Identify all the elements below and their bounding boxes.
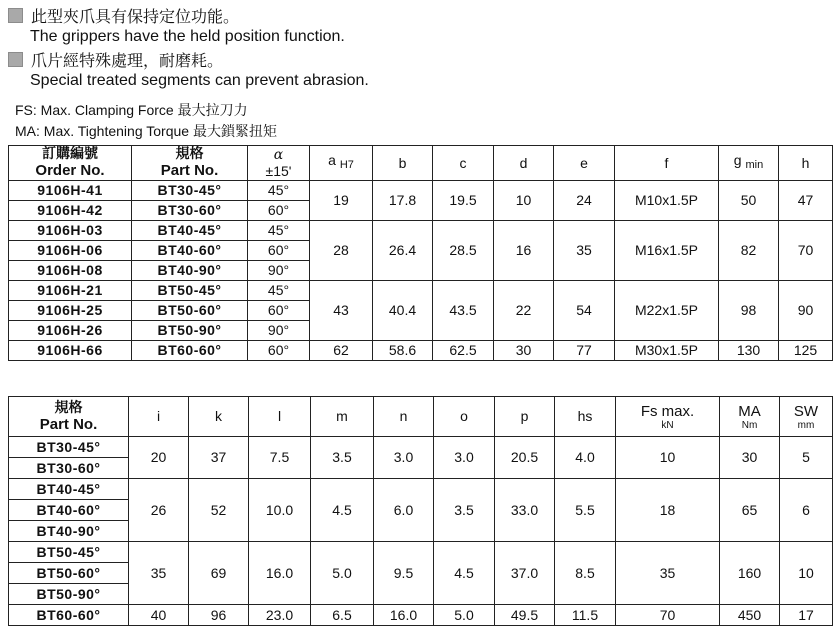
note-1-en-row [8,26,828,48]
header-fs-max: Fs max. kN [616,397,720,437]
part-no: BT40-90° [9,521,129,542]
value-hs: 4.0 [555,437,616,479]
value-d: 22 [494,281,554,341]
table-header-row [9,397,833,437]
value-fs: 10 [616,437,720,479]
value-hs: 5.5 [555,479,616,542]
value-n: 16.0 [374,605,434,626]
value-h: 70 [779,221,833,281]
value-c: 43.5 [433,281,494,341]
value-l: 23.0 [249,605,311,626]
value-b: 26.4 [373,221,433,281]
header-c: c [433,146,494,181]
value-f: M22x1.5P [615,281,719,341]
value-i: 20 [129,437,189,479]
table-row [9,437,833,458]
value-f: M10x1.5P [615,181,719,221]
value-f: M16x1.5P [615,221,719,281]
part-no: BT50-60° [9,563,129,584]
alpha: 45° [248,221,310,241]
legend-fs: FS: Max. Clamping Force 最大拉刀力 [15,102,248,118]
value-sw: 6 [780,479,833,542]
value-k: 37 [189,437,249,479]
value-k: 96 [189,605,249,626]
alpha: 60° [248,301,310,321]
value-o: 5.0 [434,605,495,626]
value-d: 30 [494,341,554,361]
part-no: BT40-45° [9,479,129,500]
value-h: 47 [779,181,833,221]
value-h: 90 [779,281,833,341]
order-no: 9106H-42 [9,201,132,221]
value-b: 40.4 [373,281,433,341]
value-i: 26 [129,479,189,542]
value-p: 33.0 [495,479,555,542]
part-no: BT30-45° [9,437,129,458]
header-n: n [374,397,434,437]
feature-notes [8,4,828,92]
value-e: 77 [554,341,615,361]
value-b: 58.6 [373,341,433,361]
header-hs: hs [555,397,616,437]
value-hs: 8.5 [555,542,616,605]
value-p: 49.5 [495,605,555,626]
value-l: 7.5 [249,437,311,479]
header-h: h [779,146,833,181]
value-p: 20.5 [495,437,555,479]
order-no: 9106H-66 [9,341,132,361]
header-o: o [434,397,495,437]
part-no: BT50-45° [132,281,248,301]
order-no: 9106H-03 [9,221,132,241]
value-k: 69 [189,542,249,605]
note-2-zh-row [8,48,828,70]
alpha: 90° [248,261,310,281]
value-e: 35 [554,221,615,281]
part-no: BT30-60° [132,201,248,221]
value-d: 10 [494,181,554,221]
alpha: 90° [248,321,310,341]
value-sw: 17 [780,605,833,626]
alpha: 60° [248,341,310,361]
order-no: 9106H-26 [9,321,132,341]
table-row [9,221,833,241]
header-alpha: α ±15' [248,146,310,181]
part-no: BT40-90° [132,261,248,281]
table-row [9,605,833,626]
square-bullet-icon [8,52,23,67]
alpha: 60° [248,201,310,221]
alpha: 60° [248,241,310,261]
table-header-row [9,146,833,181]
value-b: 17.8 [373,181,433,221]
table-row [9,341,833,361]
order-no: 9106H-08 [9,261,132,281]
value-hs: 11.5 [555,605,616,626]
order-no: 9106H-25 [9,301,132,321]
value-e: 24 [554,181,615,221]
value-i: 40 [129,605,189,626]
value-fs: 35 [616,542,720,605]
note-2-en-row [8,70,828,92]
value-ma: 30 [720,437,780,479]
header-m: m [311,397,374,437]
value-d: 16 [494,221,554,281]
value-o: 4.5 [434,542,495,605]
header-l: l [249,397,311,437]
header-k: k [189,397,249,437]
value-l: 16.0 [249,542,311,605]
note-2-zh: 爪片經特殊處理，耐磨耗。 [31,50,224,70]
part-no: BT40-60° [132,241,248,261]
header-part-no: 規格 Part No. [132,146,248,181]
value-a: 43 [310,281,373,341]
part-no: BT40-45° [132,221,248,241]
value-fs: 18 [616,479,720,542]
alpha: 45° [248,281,310,301]
square-bullet-icon [8,8,23,23]
value-m: 6.5 [311,605,374,626]
header-b: b [373,146,433,181]
value-fs: 70 [616,605,720,626]
order-no: 9106H-06 [9,241,132,261]
part-no: BT50-90° [132,321,248,341]
value-a: 28 [310,221,373,281]
value-ma: 65 [720,479,780,542]
part-no: BT60-60° [132,341,248,361]
header-f: f [615,146,719,181]
value-e: 54 [554,281,615,341]
value-m: 3.5 [311,437,374,479]
value-ma: 160 [720,542,780,605]
header-ma: MA Nm [720,397,780,437]
value-k: 52 [189,479,249,542]
table-row [9,479,833,500]
note-1-zh-row [8,4,828,26]
value-a: 62 [310,341,373,361]
value-g: 130 [719,341,779,361]
value-sw: 5 [780,437,833,479]
value-n: 9.5 [374,542,434,605]
value-ma: 450 [720,605,780,626]
header-g: g $_{min}$ [719,146,779,181]
value-c: 62.5 [433,341,494,361]
table-row [9,281,833,301]
value-l: 10.0 [249,479,311,542]
part-no: BT50-45° [9,542,129,563]
header-part-no: 規格 Part No. [9,397,129,437]
value-m: 5.0 [311,542,374,605]
fastening-table [8,396,833,626]
legend-ma: MA: Max. Tightening Torque 最大鎖緊扭矩 [15,123,277,139]
part-no: BT60-60° [9,605,129,626]
note-1-zh: 此型夾爪具有保持定位功能。 [31,6,240,26]
note-1-en: The grippers have the held position function. [30,28,345,45]
header-i: i [129,397,189,437]
order-no: 9106H-21 [9,281,132,301]
value-g: 82 [719,221,779,281]
header-order-no: 訂購編號 Order No. [9,146,132,181]
table-row [9,181,833,201]
table-row [9,542,833,563]
value-c: 28.5 [433,221,494,281]
value-f: M30x1.5P [615,341,719,361]
part-no: BT40-60° [9,500,129,521]
header-p: p [495,397,555,437]
value-sw: 10 [780,542,833,605]
part-no: BT50-60° [132,301,248,321]
value-c: 19.5 [433,181,494,221]
header-d: d [494,146,554,181]
part-no: BT50-90° [9,584,129,605]
value-o: 3.5 [434,479,495,542]
part-no: BT30-45° [132,181,248,201]
order-no: 9106H-41 [9,181,132,201]
value-a: 19 [310,181,373,221]
value-n: 3.0 [374,437,434,479]
header-e: e [554,146,615,181]
value-n: 6.0 [374,479,434,542]
alpha: 45° [248,181,310,201]
value-h: 125 [779,341,833,361]
value-g: 98 [719,281,779,341]
value-m: 4.5 [311,479,374,542]
part-no: BT30-60° [9,458,129,479]
note-2-en: Special treated segments can prevent abrasion. [30,72,369,89]
value-g: 50 [719,181,779,221]
dimension-table [8,145,833,361]
value-p: 37.0 [495,542,555,605]
value-o: 3.0 [434,437,495,479]
header-sw: SW mm [780,397,833,437]
header-a: a $_{H7}$ [310,146,373,181]
value-i: 35 [129,542,189,605]
